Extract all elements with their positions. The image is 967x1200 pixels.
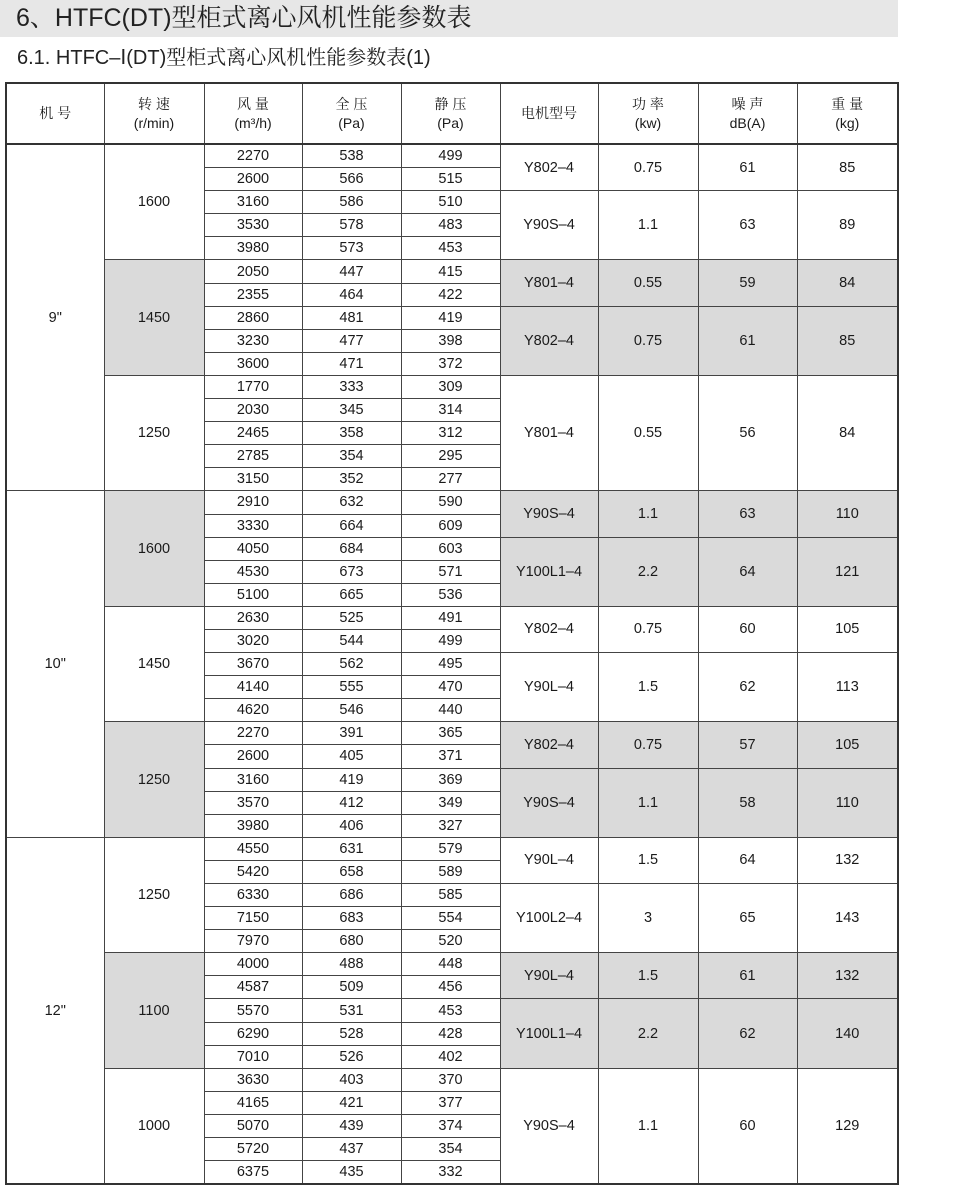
weight-cell: 110 (797, 491, 898, 537)
power-cell: 1.5 (598, 837, 698, 883)
total-pressure-cell: 573 (302, 237, 401, 260)
motor-model-cell: Y100L2–4 (500, 884, 598, 953)
static-pressure-cell: 571 (401, 560, 500, 583)
airflow-cell: 4587 (204, 976, 302, 999)
motor-model-cell: Y90S–4 (500, 768, 598, 837)
column-header (797, 83, 898, 144)
static-pressure-cell: 609 (401, 514, 500, 537)
total-pressure-cell: 526 (302, 1045, 401, 1068)
column-header-name: 机 号 (39, 105, 72, 121)
column-header (401, 83, 500, 144)
power-cell: 2.2 (598, 999, 698, 1068)
weight-cell: 105 (797, 722, 898, 768)
machine-model-cell: 12" (6, 837, 104, 1184)
static-pressure-cell: 312 (401, 422, 500, 445)
total-pressure-cell: 481 (302, 306, 401, 329)
speed-cell: 1450 (104, 260, 204, 375)
column-header-name: 风 量 (237, 95, 269, 112)
power-cell: 1.5 (598, 953, 698, 999)
static-pressure-cell: 309 (401, 375, 500, 398)
static-pressure-cell: 370 (401, 1068, 500, 1091)
power-cell: 0.75 (598, 722, 698, 768)
airflow-cell: 3530 (204, 214, 302, 237)
motor-model-cell: Y802–4 (500, 144, 598, 191)
airflow-cell: 7150 (204, 907, 302, 930)
airflow-cell: 3570 (204, 791, 302, 814)
total-pressure-cell: 403 (302, 1068, 401, 1091)
total-pressure-cell: 531 (302, 999, 401, 1022)
table-row (6, 260, 898, 283)
noise-cell: 62 (698, 999, 797, 1068)
airflow-cell: 4050 (204, 537, 302, 560)
column-header-unit: (kw) (634, 114, 662, 131)
total-pressure-cell: 525 (302, 606, 401, 629)
weight-cell: 121 (797, 537, 898, 606)
speed-cell: 1100 (104, 953, 204, 1068)
static-pressure-cell: 483 (401, 214, 500, 237)
power-cell: 1.1 (598, 768, 698, 837)
noise-cell: 64 (698, 837, 797, 883)
column-header-name: 噪 声 (731, 95, 764, 112)
static-pressure-cell: 585 (401, 884, 500, 907)
table-row (6, 491, 898, 514)
power-cell: 1.1 (598, 191, 698, 260)
column-header-name: 静 压 (434, 95, 467, 112)
motor-model-cell: Y100L1–4 (500, 999, 598, 1068)
static-pressure-cell: 554 (401, 907, 500, 930)
column-header-unit: (Pa) (437, 114, 464, 131)
total-pressure-cell: 684 (302, 537, 401, 560)
motor-model-cell: Y100L1–4 (500, 537, 598, 606)
static-pressure-cell: 415 (401, 260, 500, 283)
power-cell: 2.2 (598, 537, 698, 606)
static-pressure-cell: 327 (401, 814, 500, 837)
weight-cell: 85 (797, 306, 898, 375)
static-pressure-cell: 314 (401, 399, 500, 422)
airflow-cell: 5070 (204, 1114, 302, 1137)
airflow-cell: 2600 (204, 745, 302, 768)
table-row (6, 144, 898, 168)
static-pressure-cell: 448 (401, 953, 500, 976)
specs-table-container (5, 82, 897, 1185)
total-pressure-cell: 421 (302, 1091, 401, 1114)
fan-performance-table (5, 82, 899, 1185)
weight-cell: 84 (797, 260, 898, 306)
weight-cell: 89 (797, 191, 898, 260)
airflow-cell: 3160 (204, 768, 302, 791)
column-header (6, 83, 104, 144)
total-pressure-cell: 665 (302, 583, 401, 606)
noise-cell: 56 (698, 375, 797, 490)
noise-cell: 60 (698, 606, 797, 652)
airflow-cell: 6290 (204, 1022, 302, 1045)
airflow-cell: 4165 (204, 1091, 302, 1114)
airflow-cell: 5720 (204, 1138, 302, 1161)
weight-cell: 85 (797, 144, 898, 191)
airflow-cell: 2270 (204, 144, 302, 168)
power-cell: 0.75 (598, 306, 698, 375)
column-header-name: 全 压 (335, 95, 368, 112)
noise-cell: 61 (698, 144, 797, 191)
static-pressure-cell: 371 (401, 745, 500, 768)
machine-model-cell: 9" (6, 144, 104, 491)
total-pressure-cell: 439 (302, 1114, 401, 1137)
weight-cell: 132 (797, 953, 898, 999)
static-pressure-cell: 349 (401, 791, 500, 814)
airflow-cell: 3600 (204, 352, 302, 375)
static-pressure-cell: 440 (401, 699, 500, 722)
total-pressure-cell: 488 (302, 953, 401, 976)
motor-model-cell: Y90S–4 (500, 191, 598, 260)
total-pressure-cell: 562 (302, 653, 401, 676)
power-cell: 1.5 (598, 653, 698, 722)
column-header-name: 转 速 (138, 95, 170, 112)
total-pressure-cell: 406 (302, 814, 401, 837)
weight-cell: 129 (797, 1068, 898, 1184)
airflow-cell: 2785 (204, 445, 302, 468)
airflow-cell: 2355 (204, 283, 302, 306)
total-pressure-cell: 437 (302, 1138, 401, 1161)
static-pressure-cell: 456 (401, 976, 500, 999)
airflow-cell: 3020 (204, 629, 302, 652)
static-pressure-cell: 453 (401, 237, 500, 260)
column-header-unit: (m³/h) (234, 114, 272, 131)
total-pressure-cell: 391 (302, 722, 401, 745)
total-pressure-cell: 658 (302, 860, 401, 883)
column-header-unit: (kg) (835, 114, 860, 131)
airflow-cell: 3980 (204, 237, 302, 260)
total-pressure-cell: 578 (302, 214, 401, 237)
speed-cell: 1250 (104, 837, 204, 952)
static-pressure-cell: 603 (401, 537, 500, 560)
static-pressure-cell: 495 (401, 653, 500, 676)
static-pressure-cell: 419 (401, 306, 500, 329)
total-pressure-cell: 631 (302, 837, 401, 860)
airflow-cell: 1770 (204, 375, 302, 398)
static-pressure-cell: 365 (401, 722, 500, 745)
airflow-cell: 4550 (204, 837, 302, 860)
total-pressure-cell: 464 (302, 283, 401, 306)
speed-cell: 1000 (104, 1068, 204, 1184)
airflow-cell: 2860 (204, 306, 302, 329)
static-pressure-cell: 520 (401, 930, 500, 953)
static-pressure-cell: 453 (401, 999, 500, 1022)
static-pressure-cell: 470 (401, 676, 500, 699)
column-header (302, 83, 401, 144)
power-cell: 1.1 (598, 1068, 698, 1184)
static-pressure-cell: 372 (401, 352, 500, 375)
motor-model-cell: Y802–4 (500, 606, 598, 652)
column-header (104, 83, 204, 144)
motor-model-cell: Y802–4 (500, 306, 598, 375)
power-cell: 0.75 (598, 606, 698, 652)
page-title: 6、HTFC(DT)型柜式离心风机性能参数表 (0, 0, 898, 37)
airflow-cell: 3980 (204, 814, 302, 837)
total-pressure-cell: 435 (302, 1161, 401, 1185)
column-header (204, 83, 302, 144)
column-header-name: 电机型号 (521, 105, 577, 121)
static-pressure-cell: 589 (401, 860, 500, 883)
column-header (598, 83, 698, 144)
column-header (500, 83, 598, 144)
noise-cell: 60 (698, 1068, 797, 1184)
motor-model-cell: Y801–4 (500, 260, 598, 306)
airflow-cell: 2465 (204, 422, 302, 445)
motor-model-cell: Y90S–4 (500, 1068, 598, 1184)
motor-model-cell: Y802–4 (500, 722, 598, 768)
static-pressure-cell: 491 (401, 606, 500, 629)
airflow-cell: 6375 (204, 1161, 302, 1185)
table-subtitle: 6.1. HTFC–Ⅰ(DT)型柜式离心风机性能参数表(1) (17, 47, 431, 69)
static-pressure-cell: 515 (401, 168, 500, 191)
static-pressure-cell: 377 (401, 1091, 500, 1114)
noise-cell: 63 (698, 191, 797, 260)
static-pressure-cell: 422 (401, 283, 500, 306)
motor-model-cell: Y90L–4 (500, 837, 598, 883)
total-pressure-cell: 354 (302, 445, 401, 468)
speed-cell: 1250 (104, 375, 204, 490)
airflow-cell: 6330 (204, 884, 302, 907)
motor-model-cell: Y801–4 (500, 375, 598, 490)
total-pressure-cell: 586 (302, 191, 401, 214)
weight-cell: 110 (797, 768, 898, 837)
power-cell: 0.55 (598, 260, 698, 306)
airflow-cell: 5100 (204, 583, 302, 606)
total-pressure-cell: 509 (302, 976, 401, 999)
weight-cell: 84 (797, 375, 898, 490)
speed-cell: 1600 (104, 491, 204, 606)
total-pressure-cell: 528 (302, 1022, 401, 1045)
static-pressure-cell: 536 (401, 583, 500, 606)
static-pressure-cell: 510 (401, 191, 500, 214)
total-pressure-cell: 673 (302, 560, 401, 583)
column-header-name: 功 率 (632, 95, 664, 112)
airflow-cell: 2030 (204, 399, 302, 422)
noise-cell: 61 (698, 953, 797, 999)
weight-cell: 140 (797, 999, 898, 1068)
airflow-cell: 2600 (204, 168, 302, 191)
total-pressure-cell: 632 (302, 491, 401, 514)
total-pressure-cell: 412 (302, 791, 401, 814)
weight-cell: 105 (797, 606, 898, 652)
table-row (6, 837, 898, 860)
airflow-cell: 2910 (204, 491, 302, 514)
noise-cell: 64 (698, 537, 797, 606)
static-pressure-cell: 332 (401, 1161, 500, 1185)
noise-cell: 65 (698, 884, 797, 953)
static-pressure-cell: 499 (401, 144, 500, 168)
airflow-cell: 4000 (204, 953, 302, 976)
static-pressure-cell: 398 (401, 329, 500, 352)
total-pressure-cell: 447 (302, 260, 401, 283)
weight-cell: 132 (797, 837, 898, 883)
total-pressure-cell: 683 (302, 907, 401, 930)
total-pressure-cell: 405 (302, 745, 401, 768)
column-header (698, 83, 797, 144)
static-pressure-cell: 402 (401, 1045, 500, 1068)
machine-model-cell: 10" (6, 491, 104, 837)
table-row (6, 606, 898, 629)
static-pressure-cell: 579 (401, 837, 500, 860)
column-header-name: 重 量 (831, 95, 864, 112)
static-pressure-cell: 354 (401, 1138, 500, 1161)
table-row (6, 1068, 898, 1091)
airflow-cell: 3230 (204, 329, 302, 352)
airflow-cell: 3330 (204, 514, 302, 537)
static-pressure-cell: 374 (401, 1114, 500, 1137)
static-pressure-cell: 590 (401, 491, 500, 514)
airflow-cell: 7010 (204, 1045, 302, 1068)
weight-cell: 113 (797, 653, 898, 722)
total-pressure-cell: 333 (302, 375, 401, 398)
airflow-cell: 3150 (204, 468, 302, 491)
total-pressure-cell: 419 (302, 768, 401, 791)
total-pressure-cell: 358 (302, 422, 401, 445)
total-pressure-cell: 566 (302, 168, 401, 191)
airflow-cell: 2050 (204, 260, 302, 283)
airflow-cell: 3160 (204, 191, 302, 214)
speed-cell: 1250 (104, 722, 204, 837)
weight-cell: 143 (797, 884, 898, 953)
airflow-cell: 5570 (204, 999, 302, 1022)
static-pressure-cell: 428 (401, 1022, 500, 1045)
total-pressure-cell: 555 (302, 676, 401, 699)
airflow-cell: 2270 (204, 722, 302, 745)
static-pressure-cell: 277 (401, 468, 500, 491)
total-pressure-cell: 686 (302, 884, 401, 907)
power-cell: 0.55 (598, 375, 698, 490)
speed-cell: 1450 (104, 606, 204, 721)
table-row (6, 375, 898, 398)
total-pressure-cell: 664 (302, 514, 401, 537)
total-pressure-cell: 538 (302, 144, 401, 168)
total-pressure-cell: 680 (302, 930, 401, 953)
power-cell: 0.75 (598, 144, 698, 191)
power-cell: 3 (598, 884, 698, 953)
airflow-cell: 4530 (204, 560, 302, 583)
motor-model-cell: Y90L–4 (500, 953, 598, 999)
total-pressure-cell: 352 (302, 468, 401, 491)
table-body (6, 144, 898, 1184)
noise-cell: 62 (698, 653, 797, 722)
airflow-cell: 3630 (204, 1068, 302, 1091)
total-pressure-cell: 477 (302, 329, 401, 352)
noise-cell: 63 (698, 491, 797, 537)
motor-model-cell: Y90L–4 (500, 653, 598, 722)
airflow-cell: 4140 (204, 676, 302, 699)
header-row (6, 83, 898, 144)
total-pressure-cell: 544 (302, 629, 401, 652)
total-pressure-cell: 471 (302, 352, 401, 375)
airflow-cell: 5420 (204, 860, 302, 883)
column-header-unit: (Pa) (338, 114, 365, 131)
static-pressure-cell: 499 (401, 629, 500, 652)
airflow-cell: 3670 (204, 653, 302, 676)
static-pressure-cell: 295 (401, 445, 500, 468)
noise-cell: 61 (698, 306, 797, 375)
airflow-cell: 2630 (204, 606, 302, 629)
power-cell: 1.1 (598, 491, 698, 537)
static-pressure-cell: 369 (401, 768, 500, 791)
table-row (6, 722, 898, 745)
airflow-cell: 7970 (204, 930, 302, 953)
total-pressure-cell: 345 (302, 399, 401, 422)
noise-cell: 58 (698, 768, 797, 837)
column-header-unit: dB(A) (729, 114, 766, 131)
motor-model-cell: Y90S–4 (500, 491, 598, 537)
table-row (6, 953, 898, 976)
column-header-unit: (r/min) (133, 114, 175, 131)
noise-cell: 59 (698, 260, 797, 306)
speed-cell: 1600 (104, 144, 204, 260)
airflow-cell: 4620 (204, 699, 302, 722)
total-pressure-cell: 546 (302, 699, 401, 722)
noise-cell: 57 (698, 722, 797, 768)
